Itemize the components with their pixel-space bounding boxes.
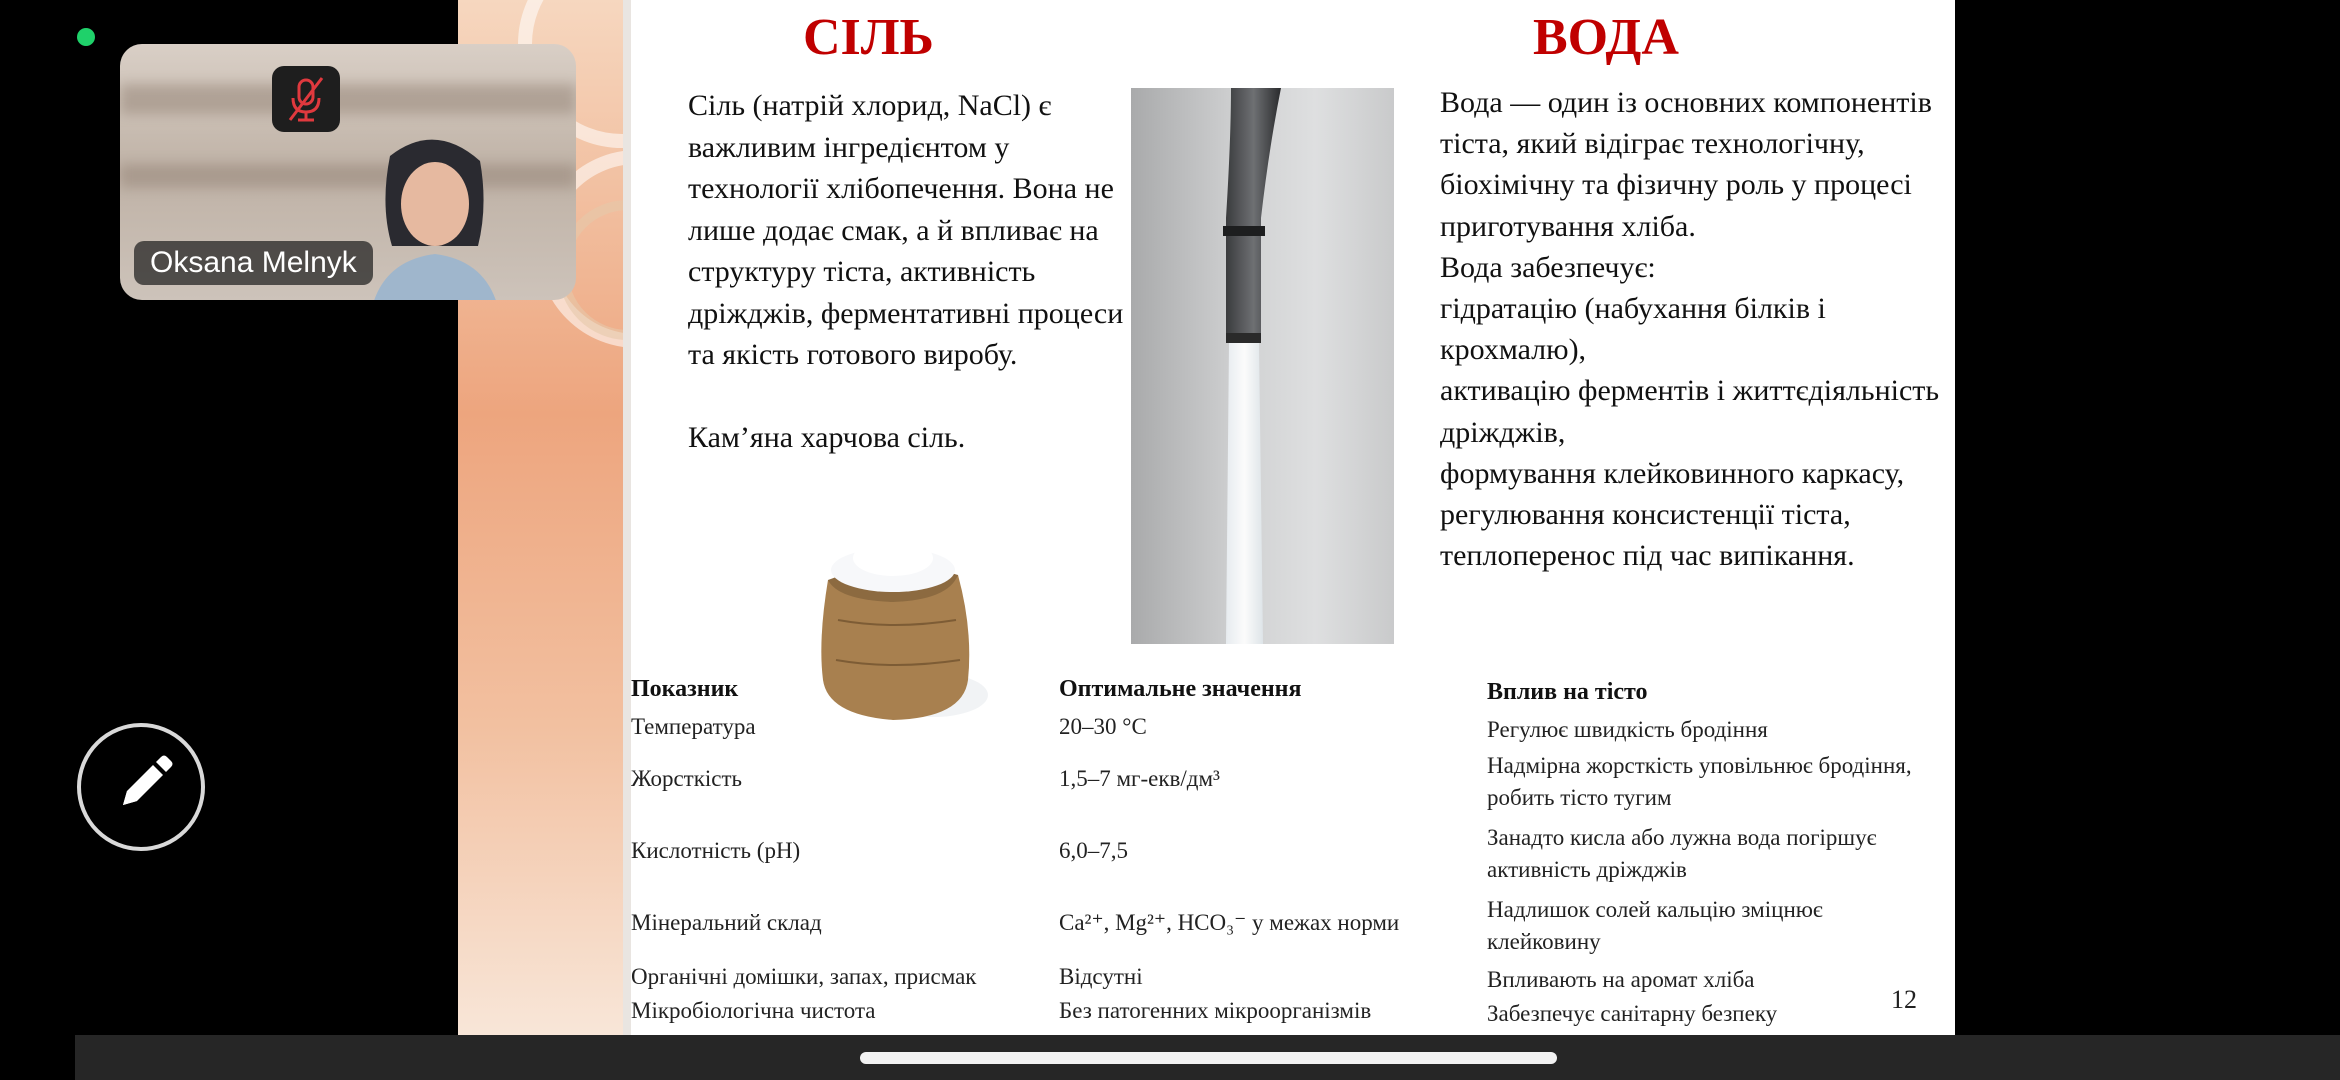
table-cell: Занадто кисла або лужна вода погіршує активність дріжджів: [1487, 825, 1877, 882]
water-line: теплоперенос під час випікання.: [1440, 539, 1855, 573]
home-indicator[interactable]: [860, 1052, 1557, 1064]
table-cell: Жорсткість: [631, 766, 743, 791]
salt-kind: Кам’яна харчова сіль.: [688, 420, 966, 454]
table-cell: Забезпечує санітарну безпеку: [1487, 1001, 1778, 1026]
salt-paragraph: Сіль (натрій хлорид, NaCl) є важливим інгредієнтом у технології хлібопечення. Вона не лише додає смак, а й впливає на структуру тіста, активність дріжджів, ферментативні процеси та якість готового виробу.: [688, 89, 1124, 371]
table-cell: 1,5–7 мг-екв/дм³: [1059, 766, 1220, 791]
water-line: регулювання консистенції тіста,: [1440, 498, 1851, 532]
annotate-button[interactable]: [77, 723, 205, 851]
table-cell: Мінеральний склад: [631, 910, 822, 935]
table-cell: Мікробіологічна чистота: [631, 998, 876, 1023]
table-cell: Ca²⁺, Mg²⁺, HCO₃⁻ у межах норми: [1059, 910, 1400, 935]
faucet-image: [1131, 88, 1394, 644]
mic-off-icon[interactable]: [272, 66, 340, 132]
table-cell: Температура: [631, 714, 756, 739]
table-cell: Кислотність (pH): [631, 838, 801, 863]
salt-description: [688, 85, 1128, 458]
slide-page-number: 12: [1891, 985, 1917, 1014]
water-line: Вода забезпечує:: [1440, 250, 1656, 284]
water-line: гідратацію (набухання білків і крохмалю),: [1440, 292, 1826, 367]
table-cell: Надлишок солей кальцію зміцнює клейковину: [1487, 897, 1823, 954]
table-cell: Впливають на аромат хліба: [1487, 967, 1755, 992]
salt-title: СІЛЬ: [803, 9, 934, 66]
water-line: формування клейковинного каркасу,: [1440, 456, 1905, 490]
table-cell: Без патогенних мікроорганізмів: [1059, 998, 1372, 1023]
participant-avatar: [370, 136, 500, 300]
table-cell: Надмірна жорсткість уповільнює бродіння, робить тісто тугим: [1487, 753, 1912, 810]
shared-slide: [458, 0, 1955, 1035]
table-cell: Відсутні: [1059, 964, 1143, 989]
table-cell: 6,0–7,5: [1059, 838, 1128, 863]
participant-name: Oksana Melnyk: [134, 241, 373, 285]
table-header-cell: Оптимальне значення: [1059, 676, 1302, 702]
pencil-icon: [81, 727, 201, 847]
table-cell: 20–30 °C: [1059, 714, 1147, 739]
water-line: активацію ферментів і життєдіяльність дріжджів,: [1440, 374, 1940, 449]
participant-video-tile[interactable]: [120, 44, 576, 300]
table-cell: Регулює швидкість бродіння: [1487, 717, 1768, 742]
water-description: [1440, 82, 1940, 576]
table-cell: Органічні домішки, запах, присмак: [631, 964, 977, 989]
water-line: Вода — один із основних компонентів тіста, який відіграє технологічну, біохімічну та фізичну роль у процесі приготування хліба.: [1440, 86, 1932, 243]
table-header-cell: Вплив на тісто: [1487, 679, 1648, 705]
status-dot: [77, 28, 95, 46]
water-title: ВОДА: [1533, 9, 1679, 66]
table-header-cell: Показник: [631, 676, 739, 702]
